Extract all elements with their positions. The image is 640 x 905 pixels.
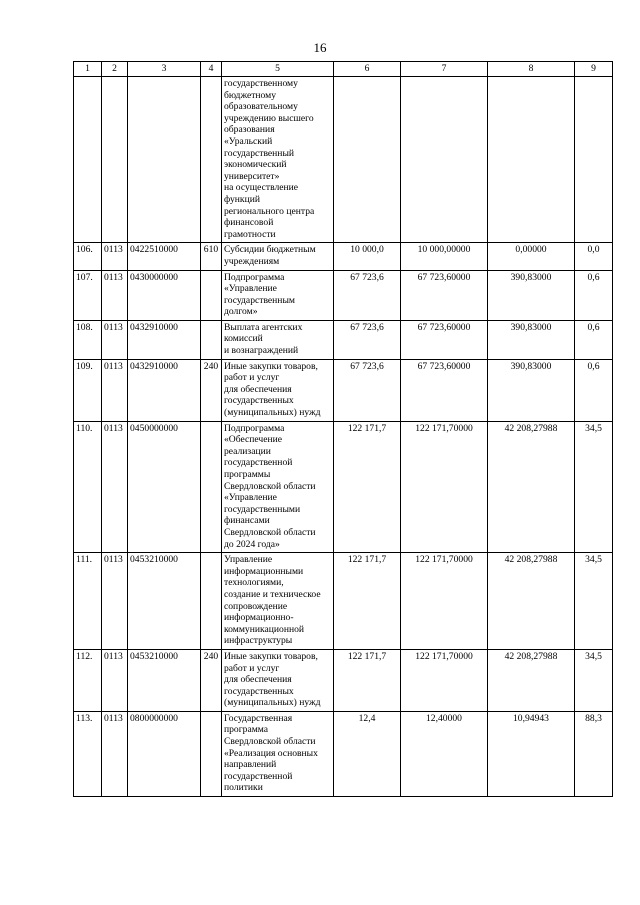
section-code: 0113 [102,270,128,320]
column-header: 9 [575,62,613,77]
plan-amount-precise: 122 171,70000 [401,421,488,553]
column-header: 2 [102,62,128,77]
page-number: 16 [313,40,327,55]
section-code: 0113 [102,649,128,711]
section-code [102,77,128,243]
expense-type-code: 240 [201,649,222,711]
execution-percent: 34,5 [575,553,613,650]
item-name-text: государственному бюджетному образовательному учреждению высшего образования «Уральский государственный экономический университет» на осуществление функций регионального центра финансовой грамотности [224,78,315,240]
plan-amount-precise: 122 171,70000 [401,553,488,650]
expense-type-code [201,77,222,243]
plan-amount-precise: 67 723,60000 [401,270,488,320]
table-row [74,320,613,359]
row-number: 106. [74,243,102,270]
target-article-code: 0432910000 [128,359,201,421]
plan-amount: 10 000,0 [334,243,401,270]
row-number: 113. [74,711,102,796]
item-name-text: Субсидии бюджетным учреждениям [224,244,316,267]
item-name-text: Управление информационными технологиями, создание и техническое сопровождение информационно- коммуникационной инфраструктуры [224,554,321,647]
table-row [74,77,613,243]
item-name [222,359,334,421]
column-header: 4 [201,62,222,77]
item-name-text: Государственная программа Свердловской области «Реализация основных направлений государственной политики [224,712,318,794]
column-header: 7 [401,62,488,77]
target-article-code: 0422510000 [128,243,201,270]
execution-percent [575,77,613,243]
item-name [222,77,334,243]
expense-type-code: 610 [201,243,222,270]
item-name [222,320,334,359]
header-row [74,62,613,77]
plan-amount [334,77,401,243]
item-name-text: Выплата агентских комиссий и вознаграждений [224,321,303,357]
section-code: 0113 [102,359,128,421]
executed-amount [488,77,575,243]
plan-amount-precise: 12,40000 [401,711,488,796]
executed-amount: 390,83000 [488,359,575,421]
item-name [222,649,334,711]
plan-amount: 67 723,6 [334,320,401,359]
item-name [222,421,334,553]
row-number: 110. [74,421,102,553]
expense-type-code [201,553,222,650]
executed-amount: 10,94943 [488,711,575,796]
item-name [222,711,334,796]
column-header: 3 [128,62,201,77]
section-code: 0113 [102,711,128,796]
plan-amount-precise: 67 723,60000 [401,359,488,421]
plan-amount: 122 171,7 [334,649,401,711]
plan-amount: 12,4 [334,711,401,796]
table-row [74,270,613,320]
executed-amount: 0,00000 [488,243,575,270]
row-number [74,77,102,243]
execution-percent: 0,0 [575,243,613,270]
plan-amount: 122 171,7 [334,421,401,553]
item-name [222,553,334,650]
section-code: 0113 [102,553,128,650]
execution-percent: 34,5 [575,421,613,553]
plan-amount: 67 723,6 [334,270,401,320]
executed-amount: 42 208,27988 [488,421,575,553]
item-name-text: Подпрограмма «Управление государственным долгом» [224,271,295,318]
column-header: 1 [74,62,102,77]
executed-amount: 390,83000 [488,270,575,320]
table-row [74,711,613,796]
section-code: 0113 [102,421,128,553]
item-name-text: Иные закупки товаров, работ и услуг для обеспечения государственных (муниципальных) нужд [224,650,321,709]
expense-type-code [201,320,222,359]
target-article-code: 0432910000 [128,320,201,359]
expense-type-code [201,421,222,553]
budget-table [73,61,613,797]
row-number: 109. [74,359,102,421]
target-article-code: 0450000000 [128,421,201,553]
target-article-code: 0430000000 [128,270,201,320]
item-name-text: Подпрограмма «Обеспечение реализации государственной программы Свердловской области «Управление государственными финансами Свердловской области до 2024 года» [224,422,316,550]
executed-amount: 390,83000 [488,320,575,359]
table-row [74,649,613,711]
table-row [74,553,613,650]
target-article-code: 0800000000 [128,711,201,796]
plan-amount: 122 171,7 [334,553,401,650]
execution-percent: 0,6 [575,359,613,421]
row-number: 108. [74,320,102,359]
row-number: 112. [74,649,102,711]
column-header: 6 [334,62,401,77]
section-code: 0113 [102,243,128,270]
plan-amount-precise: 122 171,70000 [401,649,488,711]
plan-amount-precise: 10 000,00000 [401,243,488,270]
expense-type-code [201,711,222,796]
table-row [74,359,613,421]
table-row [74,421,613,553]
row-number: 107. [74,270,102,320]
item-name [222,270,334,320]
execution-percent: 0,6 [575,320,613,359]
executed-amount: 42 208,27988 [488,553,575,650]
expense-type-code [201,270,222,320]
target-article-code: 0453210000 [128,553,201,650]
row-number: 111. [74,553,102,650]
execution-percent: 88,3 [575,711,613,796]
expense-type-code: 240 [201,359,222,421]
section-code: 0113 [102,320,128,359]
column-header: 5 [222,62,334,77]
plan-amount-precise [401,77,488,243]
item-name-text: Иные закупки товаров, работ и услуг для обеспечения государственных (муниципальных) нужд [224,360,321,419]
column-header: 8 [488,62,575,77]
target-article-code [128,77,201,243]
execution-percent: 0,6 [575,270,613,320]
item-name [222,243,334,270]
target-article-code: 0453210000 [128,649,201,711]
table-row [74,243,613,270]
plan-amount: 67 723,6 [334,359,401,421]
execution-percent: 34,5 [575,649,613,711]
executed-amount: 42 208,27988 [488,649,575,711]
plan-amount-precise: 67 723,60000 [401,320,488,359]
